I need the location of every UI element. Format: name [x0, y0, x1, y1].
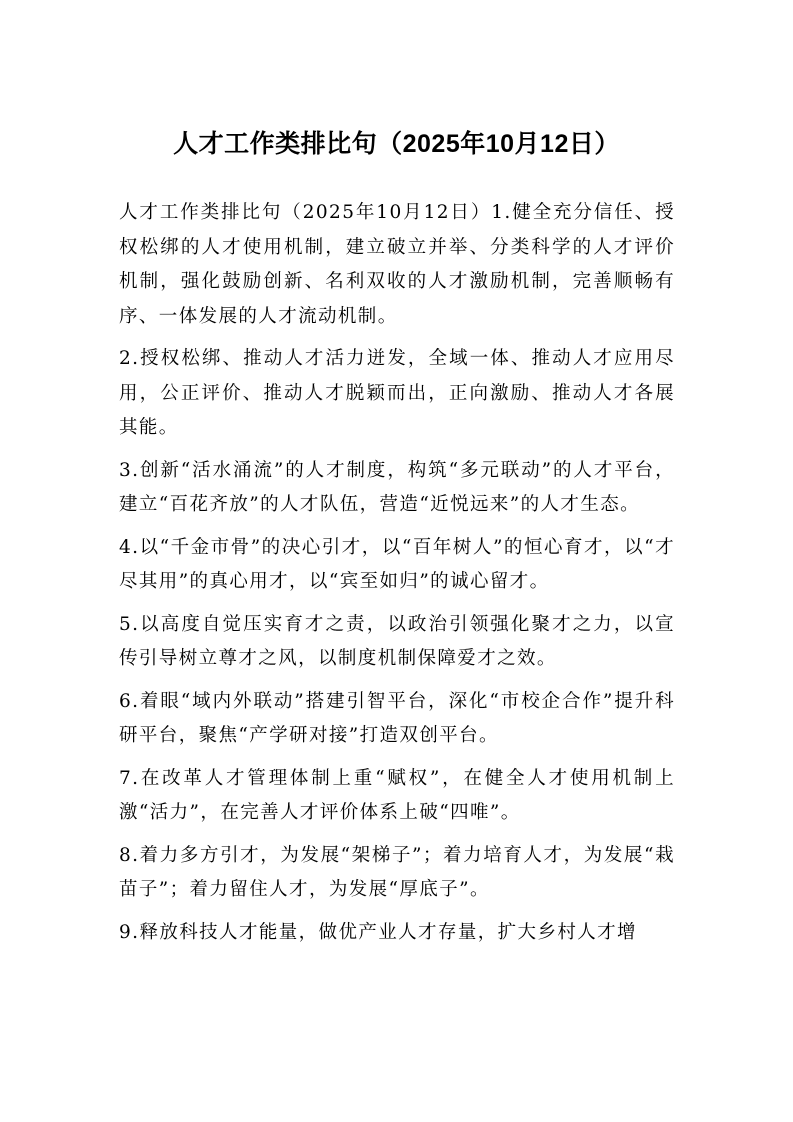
paragraph-2: 2.授权松绑、推动人才活力迸发，全域一体、推动人才应用尽用，公正评价、推动人才脱颖而出，正向激励、推动人才各展其能。 [119, 348, 675, 438]
paragraph-7: 7.在改革人才管理体制上重“赋权”，在健全人才使用机制上激“活力”，在完善人才评价体系上破“四唯”。 [119, 767, 675, 823]
paragraph-9: 9.释放科技人才能量，做优产业人才存量，扩大乡村人才增 [119, 921, 637, 943]
paragraph-6: 6.着眼“域内外联动”搭建引智平台，深化“市校企合作”提升科研平台，聚焦“产学研对接”打造双创平台。 [119, 690, 675, 746]
paragraph-5: 5.以高度自觉压实育才之责，以政治引领强化聚才之力，以宣传引导树立尊才之风，以制度机制保障爱才之效。 [119, 613, 675, 669]
paragraph-4: 4.以“千金市骨”的决心引才，以“百年树人”的恒心育才，以“才尽其用”的真心用才，以“宾至如归”的诚心留才。 [119, 536, 675, 592]
paragraph-3: 3.创新“活水涌流”的人才制度，构筑“多元联动”的人才平台，建立“百花齐放”的人才队伍，营造“近悦远来”的人才生态。 [119, 459, 675, 515]
document-title: 人才工作类排比句（2025年10月12日） [173, 130, 620, 158]
paragraph-8: 8.着力多方引才，为发展“架梯子”；着力培育人才，为发展“栽苗子”；着力留住人才，为发展“厚底子”。 [119, 844, 675, 900]
document-body [119, 196, 675, 958]
paragraph-1: 人才工作类排比句（2025年10月12日）1.健全充分信任、授权松绑的人才使用机制，建立破立并举、分类科学的人才评价机制，强化鼓励创新、名利双收的人才激励机制，完善顺畅有序、一体发展的人才流动机制。 [119, 202, 675, 327]
